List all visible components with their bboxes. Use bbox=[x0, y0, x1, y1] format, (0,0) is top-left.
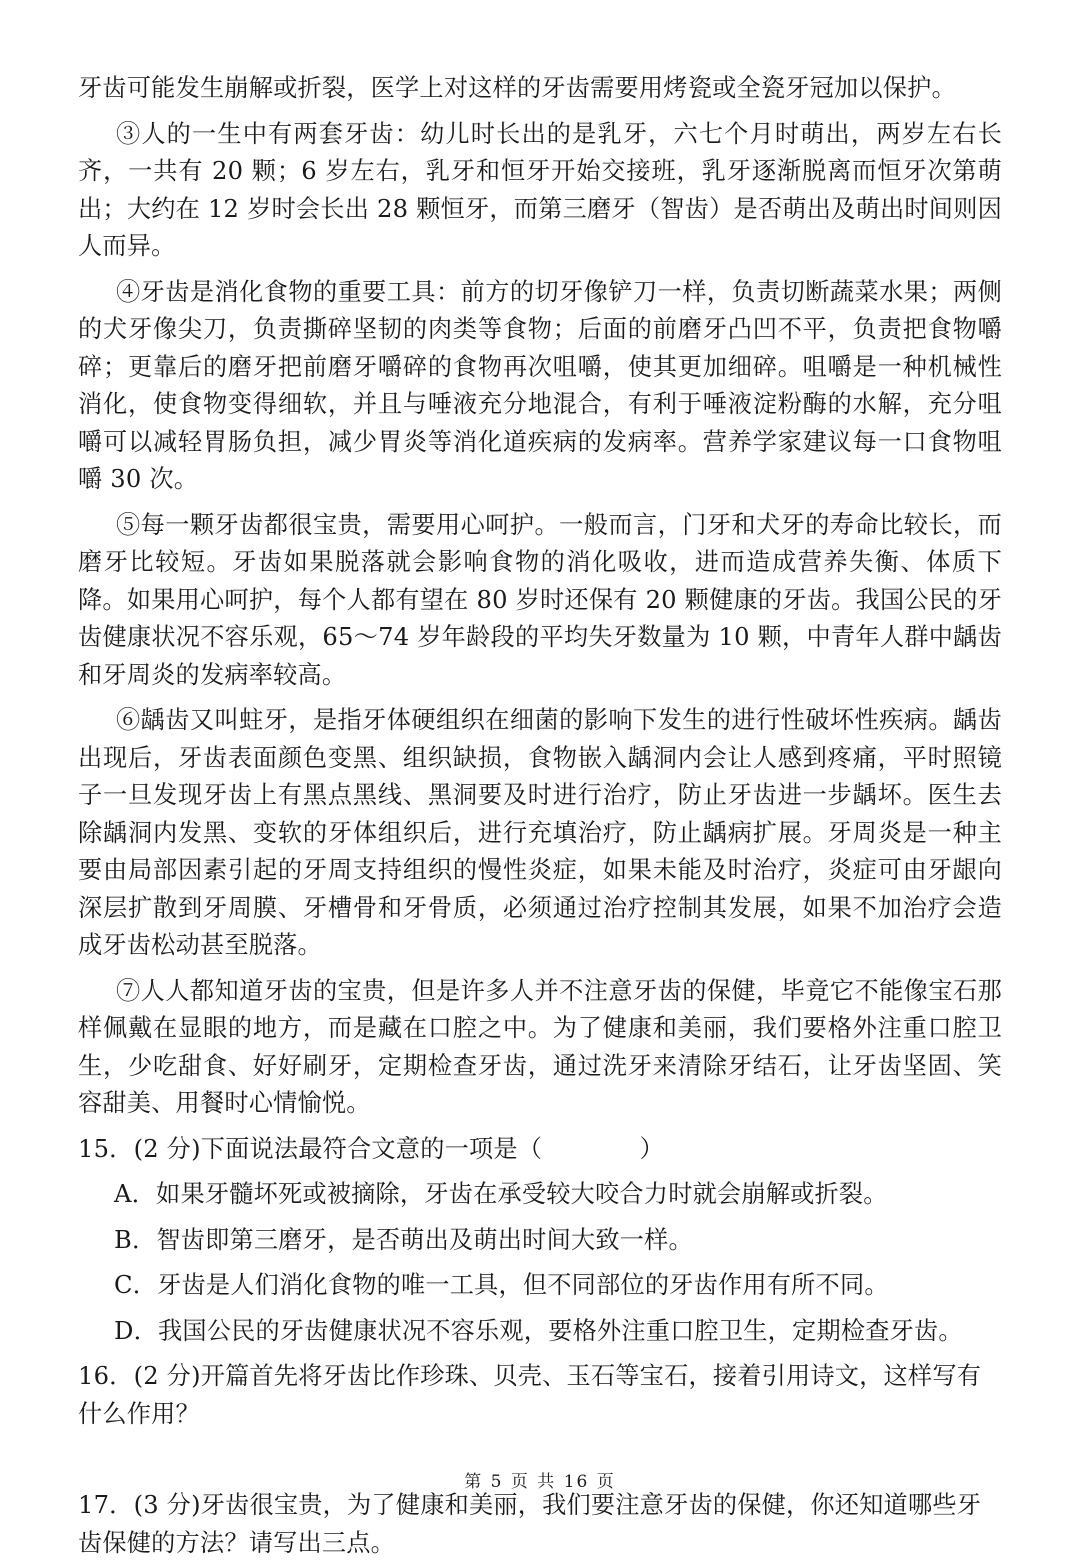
passage-paragraph-3: ③人的一生中有两套牙齿：幼儿时长出的是乳牙，六七个月时萌出，两岁左右长齐，一共有 20 颗；6 岁左右，乳牙和恒牙开始交接班，乳牙逐渐脱离而恒牙次第萌出；大约在 12 岁时会长出 28 颗恒牙，而第三磨牙（智齿）是否萌出及萌出时间则因人而异。 bbox=[78, 119, 1002, 260]
page-number-footer: 第 5 页 共 16 页 bbox=[464, 1472, 616, 1492]
passage-paragraph-2-tail: 牙齿可能发生崩解或折裂，医学上对这样的牙齿需要用烤瓷或全瓷牙冠加以保护。 bbox=[78, 74, 956, 102]
question-15-option-b: B．智齿即第三磨牙，是否萌出及萌出时间大致一样。 bbox=[114, 1225, 693, 1254]
question-15-stem: 15．(2 分)下面说法最符合文意的一项是（ ） bbox=[78, 1134, 665, 1163]
passage-paragraph-5: ⑤每一颗牙齿都很宝贵，需要用心呵护。一般而言，门牙和犬牙的寿命比较长，而磨牙比较短。牙齿如果脱落就会影响食物的消化吸收，进而造成营养失衡、体质下降。如果用心呵护，每个人都有望在 80 岁时还保有 20 颗健康的牙齿。我国公民的牙齿健康状况不容乐观，65～74 岁年龄段的平均失牙数量为 10 颗，中青年人群中龋齿和牙周炎的发病率较高。 bbox=[78, 510, 1002, 689]
exam-page bbox=[78, 70, 1002, 1562]
question-15-option-c: C．牙齿是人们消化食物的唯一工具，但不同部位的牙齿作用有所不同。 bbox=[114, 1271, 889, 1299]
question-15-option-d: D．我国公民的牙齿健康状况不容乐观，要格外注重口腔卫生，定期检查牙齿。 bbox=[114, 1316, 963, 1345]
question-16-stem: 16．(2 分)开篇首先将牙齿比作珍珠、贝壳、玉石等宝石，接着引用诗文，这样写有什么作用？ bbox=[78, 1362, 982, 1428]
passage-paragraph-4: ④牙齿是消化食物的重要工具：前方的切牙像铲刀一样，负责切断蔬菜水果；两侧的犬牙像尖刀，负责撕碎坚韧的肉类等食物；后面的前磨牙凸凹不平，负责把食物嚼碎；更靠后的磨牙把前磨牙嚼碎的食物再次咀嚼，使其更加细碎。咀嚼是一种机械性消化，使食物变得细软，并且与唾液充分地混合，有利于唾液淀粉酶的水解，充分咀嚼可以减轻胃肠负担，减少胃炎等消化道疾病的发病率。营养学家建议每一口食物咀嚼 30 次。 bbox=[78, 277, 1002, 493]
question-17-stem: 17．(3 分)牙齿很宝贵，为了健康和美丽，我们要注意牙齿的保健，你还知道哪些牙齿保健的方法？请写出三点。 bbox=[78, 1491, 982, 1557]
passage-paragraph-7: ⑦人人都知道牙齿的宝贵，但是许多人并不注意牙齿的保健，毕竟它不能像宝石那样佩戴在显眼的地方，而是藏在口腔之中。为了健康和美丽，我们要格外注重口腔卫生，少吃甜食、好好刷牙，定期检查牙齿，通过洗牙来清除牙结石，让牙齿坚固、笑容甜美、用餐时心情愉悦。 bbox=[78, 976, 1002, 1117]
question-15-option-a: A．如果牙髓坏死或被摘除，牙齿在承受较大咬合力时就会崩解或折裂。 bbox=[114, 1180, 888, 1208]
passage-paragraph-6: ⑥龋齿又叫蛀牙，是指牙体硬组织在细菌的影响下发生的进行性破坏性疾病。龋齿出现后，牙齿表面颜色变黑、组织缺损，食物嵌入龋洞内会让人感到疼痛，平时照镜子一旦发现牙齿上有黑点黑线、黑洞要及时进行治疗，防止牙齿进一步龋坏。医生去除龋洞内发黑、变软的牙体组织后，进行充填治疗，防止龋病扩展。牙周炎是一种主要由局部因素引起的牙周支持组织的慢性炎症，如果未能及时治疗，炎症可由牙龈向深层扩散到牙周膜、牙槽骨和牙骨质，必须通过治疗控制其发展，如果不加治疗会造成牙齿松动甚至脱落。 bbox=[78, 706, 1002, 959]
